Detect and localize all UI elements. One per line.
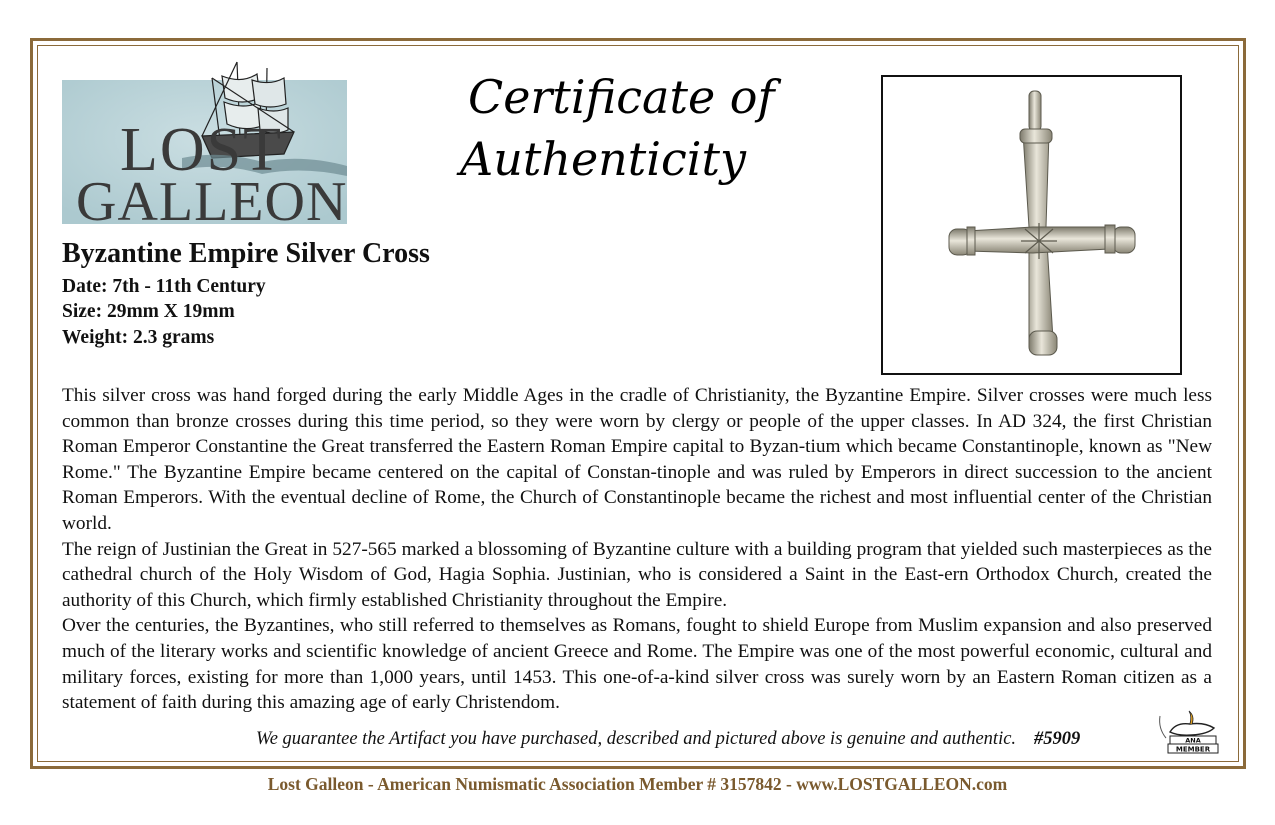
description-paragraph-2: The reign of Justinian the Great in 527-565 marked a blossoming of Byzantine culture with a building program that yielded such masterpieces as the cathedral church of the Holy Wisdom of God, Hagia Sophia. Justinian, who is considered a Saint in the East-ern Orthodox Church, created the authority of this Church, which firmly established Christianity throughout the Empire. [62,538,1212,611]
lost-galleon-logo [62,58,347,224]
certificate-title-line1: Certificate of [468,70,775,124]
footer-membership-line: Lost Galleon - American Numismatic Association Member # 3157842 - www.LOSTGALLEON.com [267,774,1008,794]
ana-badge-top-text: ANA [1185,736,1201,745]
ana-member-badge [1156,708,1224,754]
item-date: Date: 7th - 11th Century [62,276,266,297]
logo-text-lost: LOST [120,116,283,184]
galleon-ship-icon [62,58,347,224]
certificate-title-line2: Authenticity [460,132,746,186]
description-paragraph-3: Over the centuries, the Byzantines, who still referred to themselves as Romans, fought to shield Europe from Muslim expansion and also preserved much of the literary works and scientific knowledge of ancient Greece and Rome. The Empire was one of the most powerful economic, cultural and military forces, existing for more than 1,000 years, until 1453. This one-of-a-kind silver cross was surely worn by an Eastern Roman citizen as a statement of faith during this amazing age of early Christendom. [62,615,1212,714]
silver-cross-icon [883,77,1180,373]
item-weight: Weight: 2.3 grams [62,327,215,348]
ana-lamp-icon [1156,708,1224,754]
logo-text-galleon: GALLEON [76,171,347,224]
description-paragraph-1: This silver cross was hand forged during the early Middle Ages in the cradle of Christianity, the Byzantine Empire. Silver crosses were much less common than bronze crosses during this time period, so they were worn by clergy or people of the upper classes. In AD 324, the first Christian Roman Emperor Constantine the Great transferred the Eastern Roman Empire capital to Byzan-tium which became Constantinople, known as "New Rome." The Byzantine Empire became centered on the capital of Constan-tinople and was ruled by Emperors in direct succession to the ancient Roman Emperors. With the eventual decline of Rome, the Church of Constantinople became the richest and most influential center of the Christian world. [62,385,1212,534]
guarantee-statement [256,726,1080,752]
item-title: Byzantine Empire Silver Cross [62,238,430,269]
guarantee-text: We guarantee the Artifact you have purchased, described and pictured above is genuine and authentic. [256,729,1017,749]
artifact-photo [881,75,1182,375]
item-size: Size: 29mm X 19mm [62,301,235,322]
certificate-number: #5909 [1034,729,1081,749]
ana-badge-bottom-text: MEMBER [1175,745,1211,754]
item-description [62,383,1212,716]
certificate-title [460,66,790,190]
